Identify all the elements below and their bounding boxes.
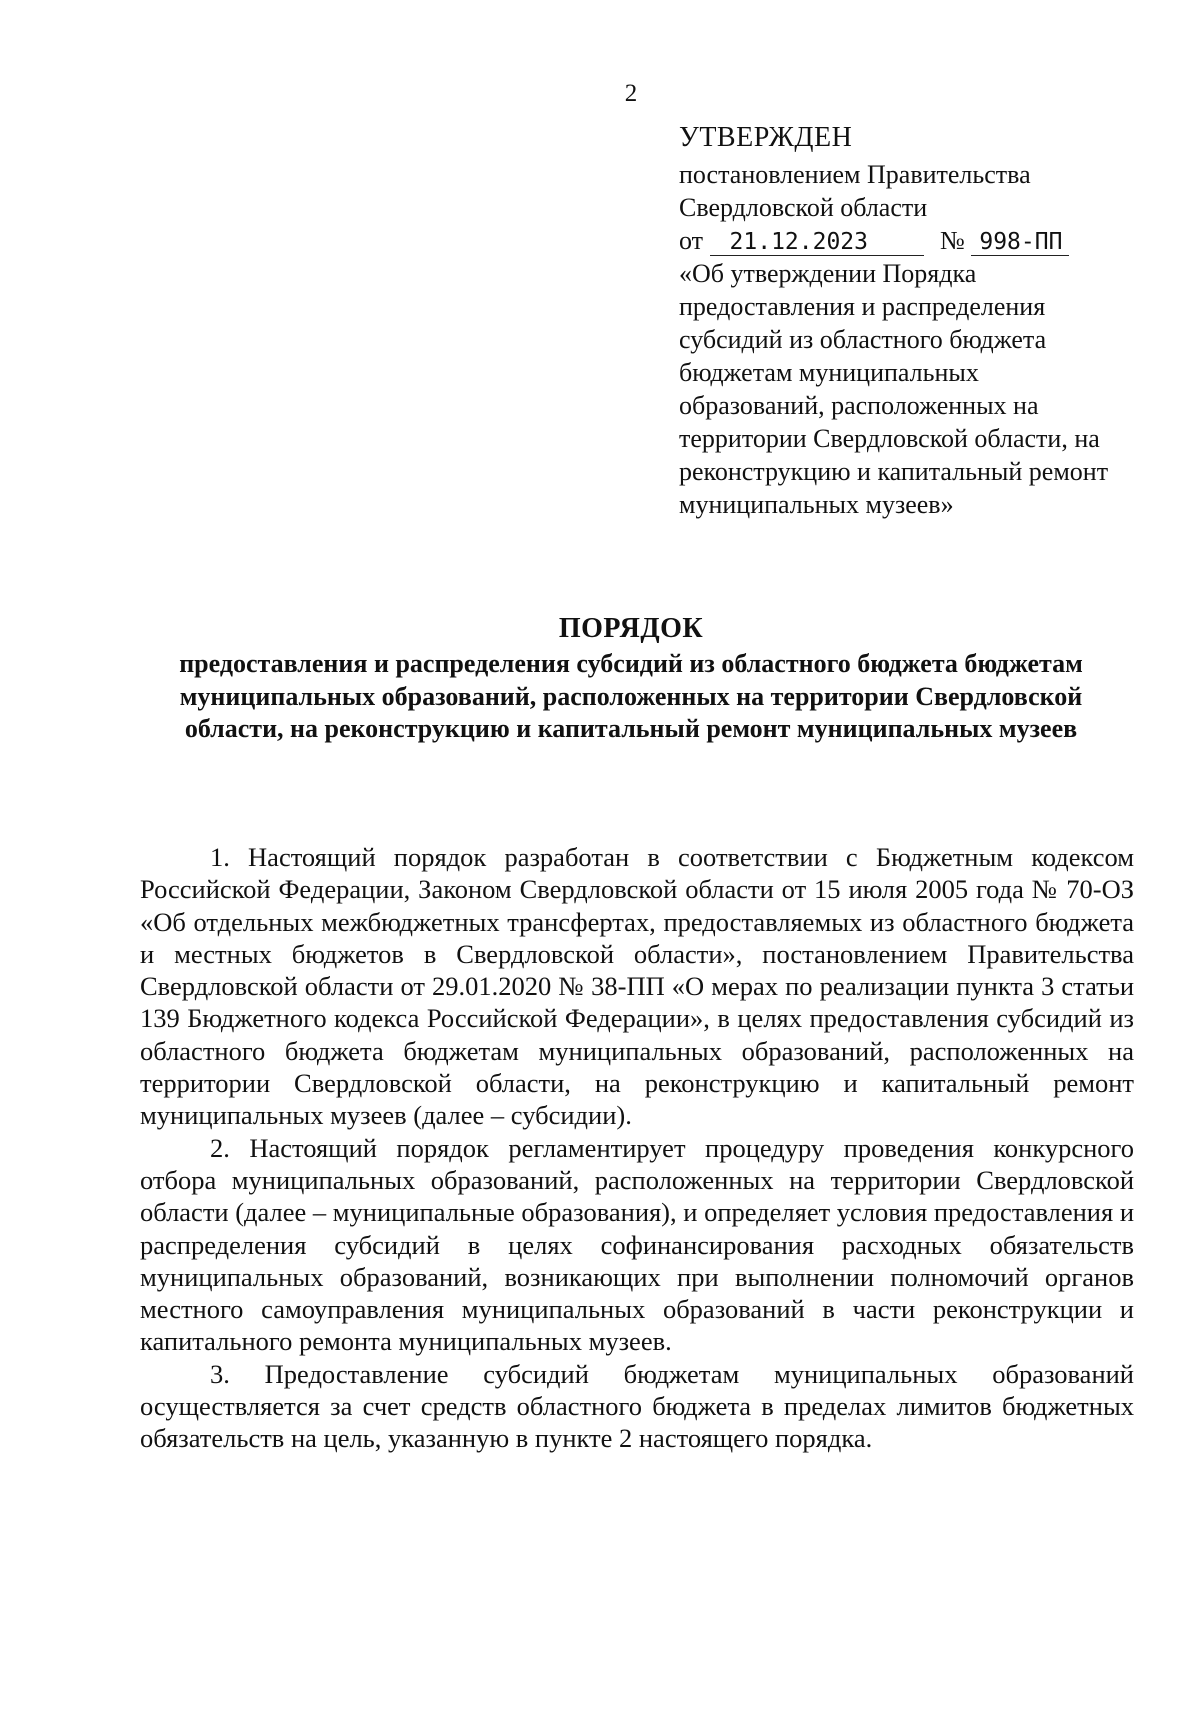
approval-date-number-line	[679, 224, 1119, 257]
approval-stamp	[679, 118, 1119, 521]
document-header	[130, 610, 1132, 746]
document-body	[140, 841, 1134, 1455]
decree-title: «Об утверждении Порядка предоставления и распределения субсидий из областного бюджета бюджетам муниципальных образований, расположенных на территории Свердловской области, на реконструкцию и капитальный ремонт муниципальных музеев»	[679, 259, 1109, 519]
decree-number: 998-ПП	[971, 229, 1069, 256]
paragraph-2: 2. Настоящий порядок регламентирует процедуру проведения конкурсного отбора муниципальных образований, расположенных на территории Свердловской области (далее – муниципальные образования), и определяет условия предоставления и распределения субсидий в целях софинансирования расходных обязательств муниципальных образований, возникающих при выполнении полномочий органов местного самоуправления муниципальных образований в части реконструкции и капитального ремонта муниципальных музеев.	[140, 1132, 1134, 1357]
approval-authority-line: постановлением Правительства	[679, 160, 1031, 189]
number-prefix: №	[940, 226, 965, 255]
document-title: ПОРЯДОК	[558, 613, 704, 644]
page-number: 2	[624, 80, 638, 107]
document-subtitle: предоставления и распределения субсидий из областного бюджета бюджетам муниципальных образований, расположенных на территории Свердловской области, на реконструкцию и капитальный ремонт муниципальных музеев	[179, 649, 1083, 743]
decree-date: 21.12.2023	[710, 229, 924, 256]
approval-region-line: Свердловской области	[679, 193, 928, 222]
paragraph-1: 1. Настоящий порядок разработан в соответствии с Бюджетным кодексом Российской Федерации, Законом Свердловской области от 15 июля 2005 года № 70-ОЗ «Об отдельных межбюджетных трансфертах, предоставляемых из областного бюджета и местных бюджетов в Свердловской области», постановлением Правительства Свердловской области от 29.01.2020 № 38-ПП «О мерах по реализации пункта 3 статьи 139 Бюджетного кодекса Российской Федерации», в целях предоставления субсидий из областного бюджета бюджетам муниципальных образований, расположенных на территории Свердловской области, на реконструкцию и капитальный ремонт муниципальных музеев (далее – субсидии).	[140, 842, 1134, 1131]
paragraph-3: 3. Предоставление субсидий бюджетам муниципальных образований осуществляется за счет средств областного бюджета в пределах лимитов бюджетных обязательств на цель, указанную в пункте 2 настоящего порядка.	[140, 1358, 1134, 1454]
date-prefix: от	[679, 226, 704, 255]
approval-heading: УТВЕРЖДЕН	[679, 122, 853, 153]
